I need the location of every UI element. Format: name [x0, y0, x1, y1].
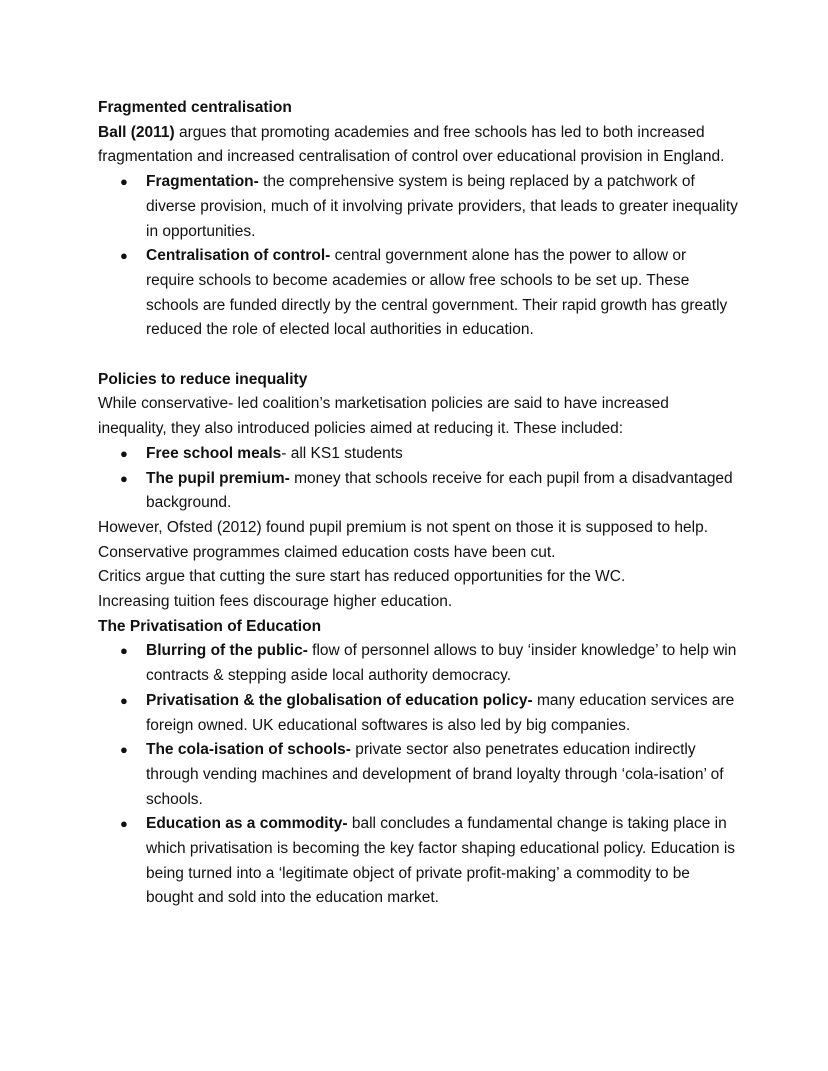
list-item	[98, 467, 738, 516]
list-item-term: The pupil premium-	[146, 469, 290, 487]
list-item-term: Privatisation & the globalisation of education policy-	[146, 691, 533, 709]
list-item-term: The cola-isation of schools-	[146, 741, 351, 759]
section3-bullet-list	[98, 639, 738, 911]
bullet-icon: ●	[120, 174, 128, 190]
bullet-icon: ●	[120, 816, 128, 832]
list-item-term: Centralisation of control-	[146, 247, 331, 265]
section2-paragraph: Critics argue that cutting the sure start has reduced opportunities for the WC.	[98, 568, 626, 586]
list-item-term: Fragmentation-	[146, 173, 259, 191]
list-item	[98, 639, 738, 688]
list-item	[98, 738, 738, 812]
list-item-term: Blurring of the public-	[146, 642, 308, 660]
citation-ball-2011: Ball (2011)	[98, 123, 175, 141]
list-item-term: Education as a commodity-	[146, 815, 348, 833]
section2-bullet-list	[98, 442, 738, 516]
section-heading-privatisation: The Privatisation of Education	[98, 617, 322, 635]
section1-intro	[98, 121, 738, 170]
bullet-icon: ●	[120, 742, 128, 758]
section2-intro: While conservative- led coalition’s marketisation policies are said to have increased inequality, they also introduced policies aimed at reducing it. These included:	[98, 395, 669, 438]
list-item	[98, 689, 738, 738]
section2-paragraph: However, Ofsted (2012) found pupil premium is not spent on those it is supposed to help.	[98, 518, 709, 536]
list-item-text: central government alone has the power to allow or require schools to become academies or allow free schools to be set up. These schools are funded directly by the central government. Their rapid growth has greatly reduced the role of elected local authorities in education.	[146, 247, 728, 339]
list-item-text: money that schools receive for each pupil from a disadvantaged background.	[146, 469, 733, 512]
section2-paragraph: Conservative programmes claimed education costs have been cut.	[98, 543, 556, 561]
bullet-icon: ●	[120, 445, 128, 461]
list-item	[98, 244, 738, 343]
bullet-icon: ●	[120, 643, 128, 659]
list-item	[98, 812, 738, 911]
bullet-icon: ●	[120, 470, 128, 486]
section1-intro-text: argues that promoting academies and free schools has led to both increased fragmentation and increased centralisation of control over educational provision in England.	[98, 123, 725, 166]
list-item-text: private sector also penetrates education indirectly through vending machines and development of brand loyalty through ‘cola-isation’ of schools.	[146, 741, 724, 808]
paragraph-gap	[98, 343, 738, 368]
list-item-text: many education services are foreign owned. UK educational softwares is also led by big companies.	[146, 691, 735, 734]
section-heading-fragmented-centralisation: Fragmented centralisation	[98, 99, 292, 116]
section1-bullet-list	[98, 170, 738, 343]
list-item	[98, 170, 738, 244]
section-heading-policies-inequality: Policies to reduce inequality	[98, 370, 308, 388]
document-page	[98, 96, 738, 911]
list-item-text: flow of personnel allows to buy ‘insider knowledge’ to help win contracts & stepping aside local authority democracy.	[146, 642, 737, 685]
list-item-text: the comprehensive system is being replaced by a patchwork of diverse provision, much of it involving private providers, that leads to greater inequality in opportunities.	[146, 173, 738, 240]
list-item-term: Free school meals	[146, 444, 282, 462]
bullet-icon: ●	[120, 248, 128, 264]
section2-paragraph: Increasing tuition fees discourage higher education.	[98, 593, 453, 611]
list-item	[98, 442, 738, 467]
list-item-text: - all KS1 students	[281, 444, 403, 462]
bullet-icon: ●	[120, 692, 128, 708]
list-item-text: ball concludes a fundamental change is taking place in which privatisation is becoming the key factor shaping educational policy. Education is being turned into a ‘legitimate object of private profit-making’ a commodity to be bought and sold into the education market.	[146, 815, 736, 907]
